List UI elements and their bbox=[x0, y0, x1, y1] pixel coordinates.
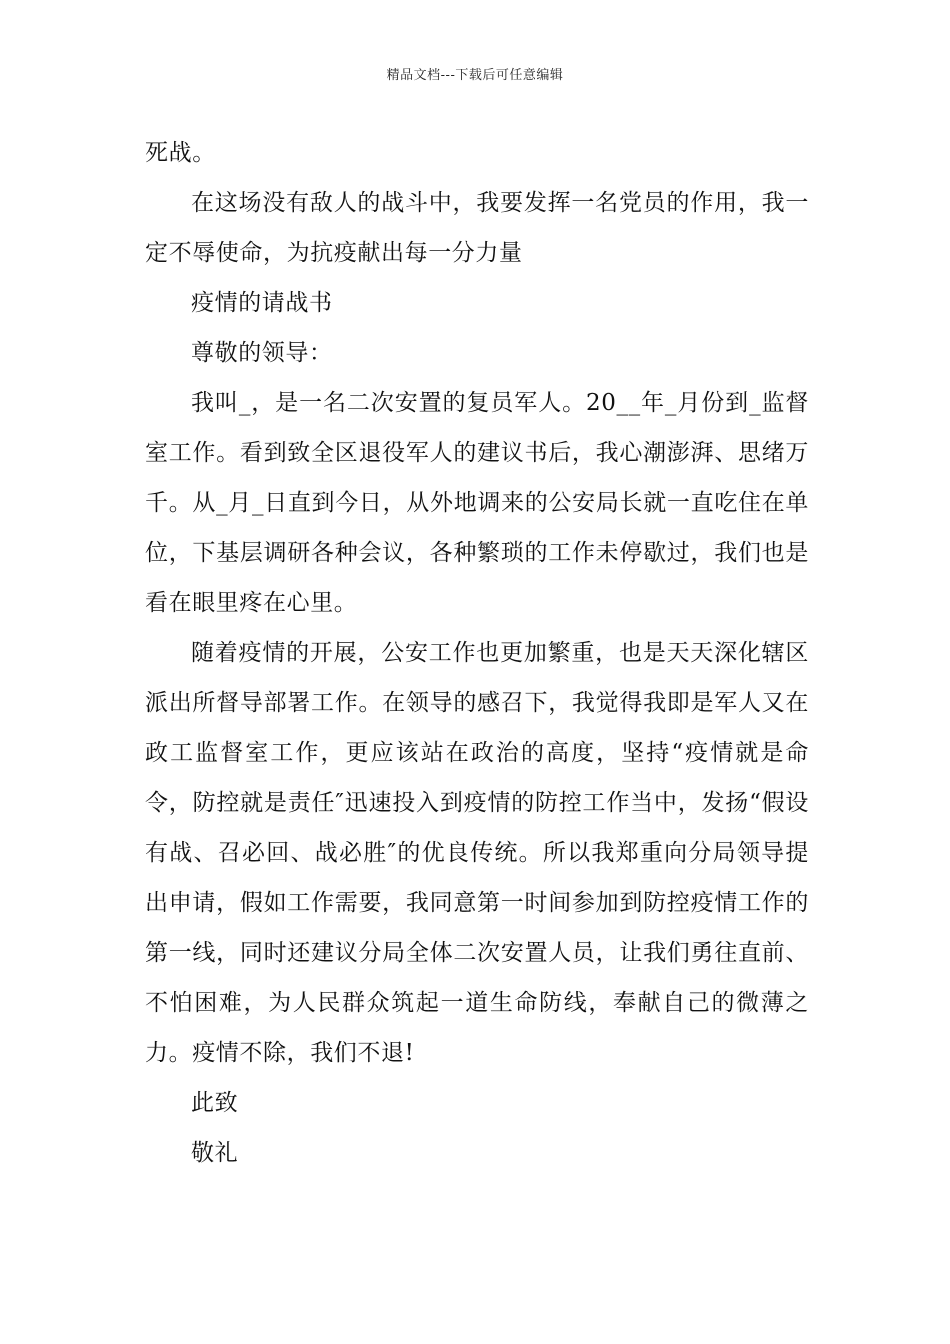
document-body bbox=[145, 128, 809, 1178]
closing-jingli: 敬礼 bbox=[191, 1140, 239, 1166]
paragraph-pledge: 在这场没有敌人的战斗中，我要发挥一名党员的作用，我一定不辱使命，为抗疫献出每一分力量 bbox=[145, 190, 809, 266]
paragraph-introduction: 我叫_，是一名二次安置的复员军人。20__年_月份到_监督室工作。看到致全区退役军人的建议书后，我心潮澎湃、思绪万千。从_月_日直到今日，从外地调来的公安局长就一直吃住在单位，下基层调研各种会议，各种繁琐的工作未停歇过，我们也是看在眼里疼在心里。 bbox=[145, 390, 809, 616]
paragraph-continuation: 死战。 bbox=[145, 140, 216, 166]
page-header: 精品文档---下载后可任意编辑 bbox=[386, 68, 564, 83]
paragraph-request: 随着疫情的开展，公安工作也更加繁重，也是天天深化辖区派出所督导部署工作。在领导的感召下，我觉得我即是军人又在政工监督室工作，更应该站在政治的高度，坚持“疫情就是命令，防控就是责任″迅速投入到疫情的防控工作当中，发扬“假设有战、召必回、战必胜″的优良传统。所以我郑重向分局领导提出申请，假如工作需要，我同意第一时间参加到防控疫情工作的第一线，同时还建议分局全体二次安置人员，让我们勇往直前、不怕困难，为人民群众筑起一道生命防线，奉献自己的微薄之力。疫情不除，我们不退! bbox=[145, 640, 809, 1066]
salutation: 尊敬的领导： bbox=[191, 340, 333, 366]
letter-title: 疫情的请战书 bbox=[191, 290, 333, 316]
closing-cizhi: 此致 bbox=[191, 1090, 239, 1116]
